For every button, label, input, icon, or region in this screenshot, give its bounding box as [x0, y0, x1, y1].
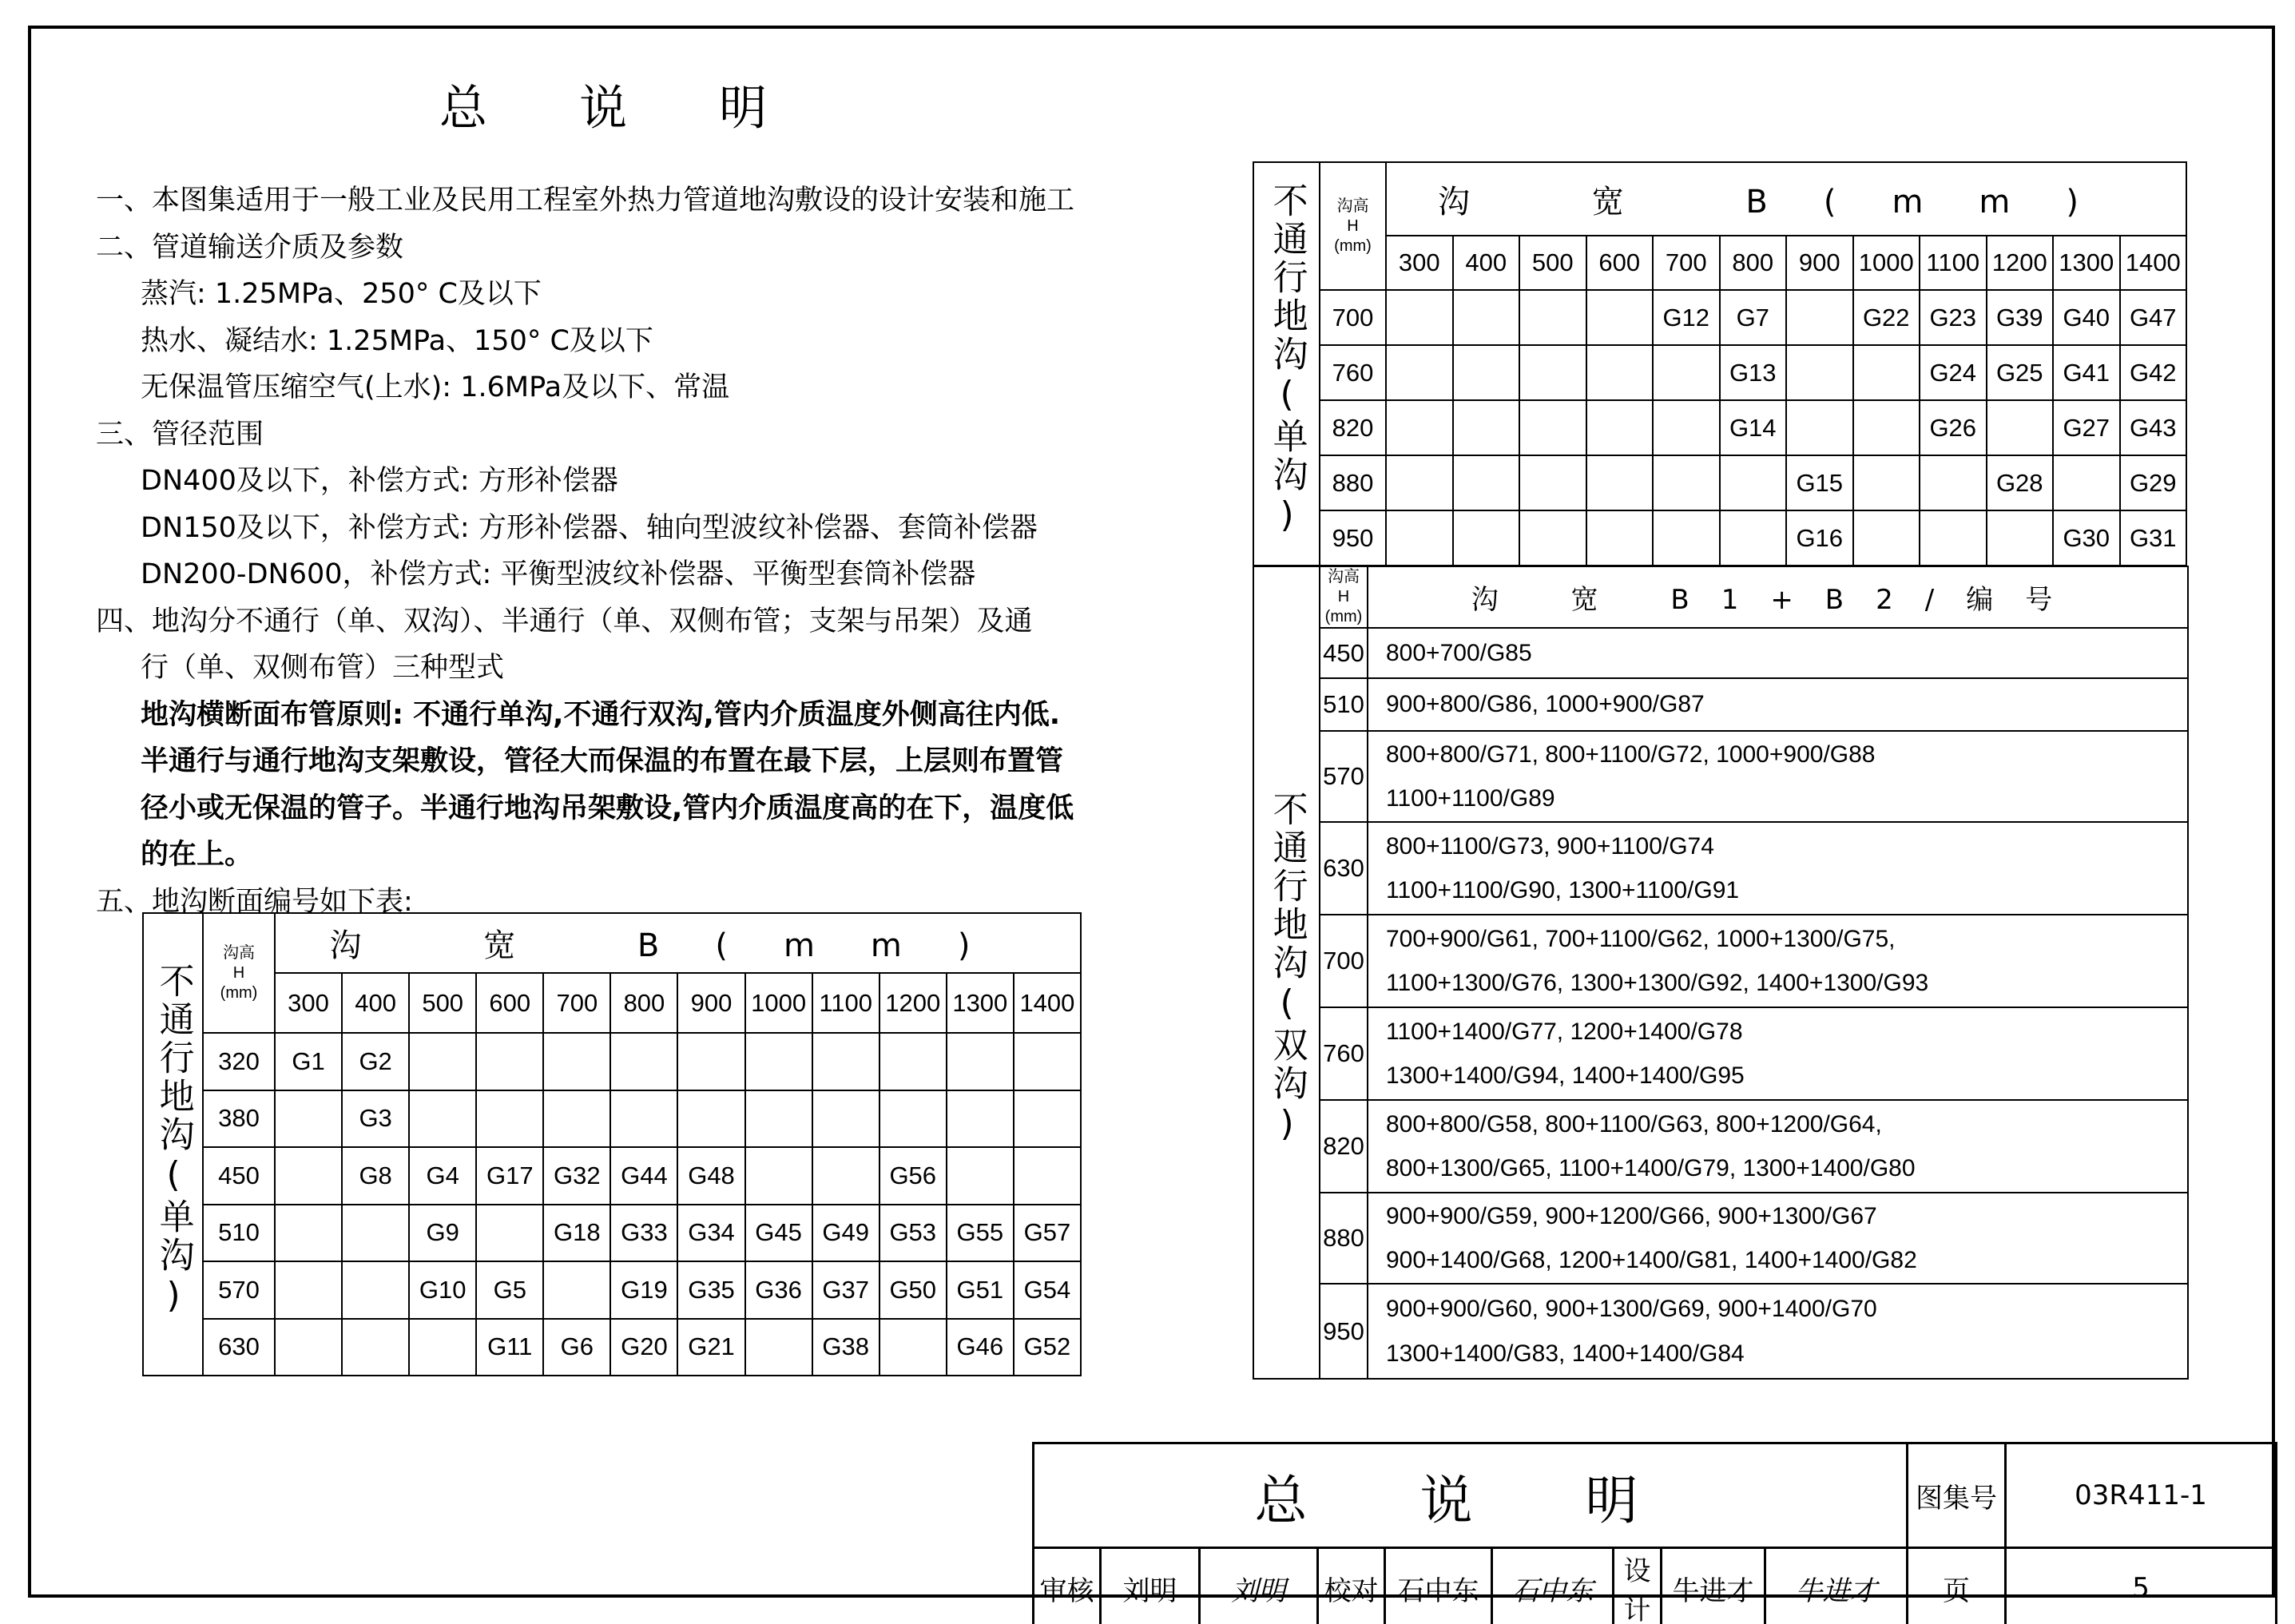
code-cell: G24: [1920, 345, 1987, 400]
code-cell: [1014, 1147, 1081, 1205]
code-cell: [1586, 400, 1654, 455]
width-header-cell: 800: [610, 973, 677, 1033]
checker-label: 校对: [1318, 1548, 1385, 1624]
code-cell: [409, 1319, 476, 1376]
table-row: [1253, 731, 2188, 822]
code-cell: [812, 1090, 879, 1148]
height-cell: 510: [203, 1205, 275, 1262]
reviewer-name: 刘明: [1101, 1548, 1200, 1624]
table-row: [1253, 400, 2186, 455]
height-cell: 570: [203, 1261, 275, 1319]
code-cell: [1386, 345, 1453, 400]
code-cell: [1720, 510, 1787, 566]
corner-header-text: (mm): [220, 983, 258, 1002]
table-row: [1253, 628, 2188, 678]
width-header-cell: 900: [677, 973, 744, 1033]
code-cell: [610, 1090, 677, 1148]
notes-body: [96, 177, 1102, 925]
code-cell: G46: [947, 1319, 1014, 1376]
code-cell: G23: [1920, 290, 1987, 345]
note-line: DN400及以下，补偿方式: 方形补偿器: [141, 465, 618, 497]
combo-cell: [1368, 628, 2188, 678]
table-row: [1253, 455, 2186, 510]
page-number: 5: [2006, 1548, 2277, 1624]
page-title: 总 说 明: [439, 81, 806, 137]
code-cell: G43: [2120, 400, 2187, 455]
page-label: 页: [1908, 1548, 2006, 1624]
code-cell: [1987, 400, 2054, 455]
note-line: 蒸汽: 1.25MPa、250° C及以下: [141, 278, 542, 310]
code-cell: G26: [1920, 400, 1987, 455]
combo-cell: [1368, 678, 2188, 731]
code-cell: G34: [677, 1205, 744, 1262]
note-line: DN200-DN600，补偿方式: 平衡型波纹补偿器、平衡型套筒补偿器: [141, 558, 976, 590]
width-header-cell: 800: [1720, 236, 1787, 290]
width-header-cell: 1100: [1920, 236, 1987, 290]
width-group-header: 沟 宽 B1+B2/编号: [1368, 566, 2188, 628]
code-cell: G9: [409, 1205, 476, 1262]
code-cell: [879, 1319, 947, 1376]
table-row: [143, 1147, 1081, 1205]
code-cell: G40: [2053, 290, 2120, 345]
table-row: [1253, 1007, 2188, 1100]
code-cell: G14: [1720, 400, 1787, 455]
code-cell: [275, 1147, 342, 1205]
combo-line: 800+800/G71, 800+1100/G72, 1000+900/G88: [1386, 741, 1876, 768]
code-cell: G7: [1720, 290, 1787, 345]
width-header-cell: 500: [1519, 236, 1586, 290]
width-header-cell: 600: [1586, 236, 1654, 290]
width-group-header: 沟 宽 B(mm): [1386, 162, 2186, 236]
table-row: [143, 1033, 1081, 1090]
code-cell: [812, 1147, 879, 1205]
width-header-cell: 1100: [812, 973, 879, 1033]
code-cell: [1920, 455, 1987, 510]
width-header-cell: 300: [1386, 236, 1453, 290]
note-line: 五、地沟断面编号如下表:: [96, 885, 413, 918]
code-cell: [409, 1033, 476, 1090]
code-cell: [1519, 400, 1586, 455]
code-cell: [1786, 345, 1853, 400]
code-cell: G8: [342, 1147, 409, 1205]
code-cell: [1014, 1090, 1081, 1148]
code-cell: [745, 1147, 812, 1205]
code-cell: [1853, 400, 1920, 455]
code-cell: [275, 1261, 342, 1319]
code-cell: [1519, 510, 1586, 566]
note-line: 二、管道输送介质及参数: [96, 231, 404, 264]
code-cell: [1586, 290, 1654, 345]
note-line: 一、本图集适用于一般工业及民用工程室外热力管道地沟敷设的设计安装和施工: [96, 185, 1075, 216]
combo-cell: [1368, 1193, 2188, 1284]
combo-line: 700+900/G61, 700+1100/G62, 1000+1300/G75,: [1386, 925, 1896, 952]
code-cell: [275, 1205, 342, 1262]
code-cell: [1453, 345, 1520, 400]
width-header-cell: 1000: [1853, 236, 1920, 290]
code-cell: [1386, 510, 1453, 566]
height-cell: 820: [1320, 400, 1386, 455]
code-cell: G30: [2053, 510, 2120, 566]
width-header-cell: 1400: [1014, 973, 1081, 1033]
code-cell: G53: [879, 1205, 947, 1262]
code-cell: G42: [2120, 345, 2187, 400]
code-cell: [1653, 455, 1720, 510]
code-cell: [1519, 455, 1586, 510]
code-cell: [1453, 510, 1520, 566]
corner-header-text: H: [1347, 216, 1359, 235]
combo-line: 1100+1100/G89: [1386, 785, 1555, 812]
table-side-label: [1253, 162, 1320, 566]
code-cell: G51: [947, 1261, 1014, 1319]
code-cell: [342, 1261, 409, 1319]
combo-cell: [1368, 915, 2188, 1007]
table-row: [143, 1261, 1081, 1319]
code-cell: G19: [610, 1261, 677, 1319]
code-cell: G10: [409, 1261, 476, 1319]
code-cell: G12: [1653, 290, 1720, 345]
code-cell: [1987, 510, 2054, 566]
code-cell: G2: [342, 1033, 409, 1090]
code-cell: G5: [476, 1261, 543, 1319]
reviewer-label: 审核: [1034, 1548, 1101, 1624]
code-cell: G47: [2120, 290, 2187, 345]
code-cell: [1653, 400, 1720, 455]
table-row: [1253, 510, 2186, 566]
combo-line: 900+900/G59, 900+1200/G66, 900+1300/G67: [1386, 1202, 1877, 1229]
code-cell: G18: [543, 1205, 610, 1262]
table-side-label-text: 不通行地沟(双沟): [1266, 790, 1308, 1147]
table-side-label: [143, 913, 203, 1376]
code-cell: G32: [543, 1147, 610, 1205]
width-header-cell: 1200: [1987, 236, 2054, 290]
code-cell: G1: [275, 1033, 342, 1090]
code-cell: [745, 1319, 812, 1376]
code-cell: G3: [342, 1090, 409, 1148]
note-line: 热水、凝结水: 1.25MPa、150° C及以下: [141, 324, 653, 357]
combo-line: 900+900/G60, 900+1300/G69, 900+1400/G70: [1386, 1296, 1877, 1322]
code-cell: [610, 1033, 677, 1090]
code-cell: G36: [745, 1261, 812, 1319]
code-cell: G22: [1853, 290, 1920, 345]
note-line: 行（单、双侧布管）三种型式: [141, 652, 505, 684]
designer-label: 设计: [1614, 1548, 1662, 1624]
code-cell: [1853, 345, 1920, 400]
code-cell: [543, 1261, 610, 1319]
code-cell: G49: [812, 1205, 879, 1262]
checker-name: 石中东: [1385, 1548, 1492, 1624]
note-line: 三、管径范围: [96, 418, 264, 451]
code-cell: [1586, 510, 1654, 566]
height-cell: 320: [203, 1033, 275, 1090]
atlas-label: 图集号: [1908, 1443, 2006, 1548]
combo-line: 900+1400/G68, 1200+1400/G81, 1400+1400/G82: [1386, 1247, 1917, 1273]
note-line: 半通行与通行地沟支架敷设，管径大而保温的布置在最下层，上层则布置管: [141, 745, 1064, 777]
width-header-cell: 600: [476, 973, 543, 1033]
height-cell: 820: [1320, 1100, 1368, 1193]
code-cell: [1586, 455, 1654, 510]
code-cell: G21: [677, 1319, 744, 1376]
code-cell: [1786, 290, 1853, 345]
note-line: 无保温管压缩空气(上水): 1.6MPa及以下、常温: [141, 371, 730, 403]
height-cell: 880: [1320, 455, 1386, 510]
code-cell: G4: [409, 1147, 476, 1205]
code-cell: G48: [677, 1147, 744, 1205]
table-single-trench-low: [142, 912, 1082, 1376]
combo-line: 900+800/G86, 1000+900/G87: [1386, 691, 1705, 718]
code-cell: G45: [745, 1205, 812, 1262]
width-header-cell: 900: [1786, 236, 1853, 290]
width-header-cell: 700: [543, 973, 610, 1033]
code-cell: [476, 1090, 543, 1148]
table-double-trench: [1253, 566, 2189, 1380]
height-cell: 510: [1320, 678, 1368, 731]
code-cell: [342, 1205, 409, 1262]
combo-line: 800+1100/G73, 900+1100/G74: [1386, 832, 1714, 860]
code-cell: [1653, 510, 1720, 566]
corner-header: [203, 913, 275, 1033]
width-header-cell: 400: [1453, 236, 1520, 290]
width-header-cell: 300: [275, 973, 342, 1033]
height-cell: 700: [1320, 915, 1368, 1007]
code-cell: G35: [677, 1261, 744, 1319]
height-cell: 630: [203, 1319, 275, 1376]
code-cell: [677, 1033, 744, 1090]
code-cell: G56: [879, 1147, 947, 1205]
code-cell: [947, 1033, 1014, 1090]
code-cell: G37: [812, 1261, 879, 1319]
code-cell: [342, 1319, 409, 1376]
code-cell: G28: [1987, 455, 2054, 510]
corner-header: 沟高 H (mm): [1320, 566, 1368, 628]
height-cell: 570: [1320, 731, 1368, 822]
code-cell: G11: [476, 1319, 543, 1376]
table-row: [1253, 915, 2188, 1007]
designer-signature: 牛进才: [1765, 1548, 1908, 1624]
width-header-cell: 1300: [947, 973, 1014, 1033]
corner-header-text: (mm): [1334, 236, 1372, 255]
title-block-title: 总 说 明: [1034, 1443, 1908, 1548]
code-cell: [879, 1090, 947, 1148]
designer-name: 牛进才: [1662, 1548, 1765, 1624]
width-header-cell: 400: [342, 973, 409, 1033]
combo-line: 800+800/G58, 800+1100/G63, 800+1200/G64,: [1386, 1110, 1882, 1138]
note-line: 四、地沟分不通行（单、双沟）、半通行（单、双侧布管；支架与吊架）及通: [96, 605, 1033, 637]
code-cell: G55: [947, 1205, 1014, 1262]
width-group-header: 沟 宽 B(mm): [275, 913, 1081, 973]
combo-cell: [1368, 1100, 2188, 1193]
height-cell: 760: [1320, 1007, 1368, 1100]
table-row: [1253, 1193, 2188, 1284]
code-cell: [1586, 345, 1654, 400]
code-cell: [745, 1033, 812, 1090]
code-cell: G29: [2120, 455, 2187, 510]
code-cell: [1453, 290, 1520, 345]
width-header-cell: 1300: [2053, 236, 2120, 290]
table-row: [143, 1205, 1081, 1262]
combo-cell: [1368, 822, 2188, 915]
code-cell: G25: [1987, 345, 2054, 400]
width-header-cell: 700: [1653, 236, 1720, 290]
note-line: DN150及以下，补偿方式: 方形补偿器、轴向型波纹补偿器、套筒补偿器: [141, 511, 1038, 544]
combo-cell: [1368, 1284, 2188, 1379]
height-cell: 950: [1320, 1284, 1368, 1379]
table-row: [1253, 345, 2186, 400]
code-cell: G16: [1786, 510, 1853, 566]
code-cell: [543, 1033, 610, 1090]
table-row: [143, 1090, 1081, 1148]
width-header-cell: 1400: [2120, 236, 2187, 290]
code-cell: [1519, 345, 1586, 400]
height-cell: 760: [1320, 345, 1386, 400]
code-cell: [476, 1033, 543, 1090]
code-cell: G20: [610, 1319, 677, 1376]
combo-line: 1100+1400/G77, 1200+1400/G78: [1386, 1018, 1743, 1045]
table-row: [1253, 1284, 2188, 1379]
checker-signature: 石中东: [1492, 1548, 1614, 1624]
combo-line: 1100+1300/G76, 1300+1300/G92, 1400+1300/G93: [1386, 970, 1929, 996]
table-single-trench-high: [1253, 161, 2187, 566]
code-cell: [947, 1090, 1014, 1148]
combo-line: 1300+1400/G83, 1400+1400/G84: [1386, 1340, 1745, 1367]
code-cell: G27: [2053, 400, 2120, 455]
code-cell: [1786, 400, 1853, 455]
code-cell: [1853, 510, 1920, 566]
note-line: 径小或无保温的管子。半通行地沟吊架敷设,管内介质温度高的在下，温度低: [141, 792, 1074, 824]
code-cell: G31: [2120, 510, 2187, 566]
code-cell: [677, 1090, 744, 1148]
atlas-number: 03R411-1: [2006, 1443, 2277, 1548]
code-cell: G39: [1987, 290, 2054, 345]
width-header-cell: 500: [409, 973, 476, 1033]
code-cell: G44: [610, 1147, 677, 1205]
code-cell: [275, 1319, 342, 1376]
width-header-cell: 1200: [879, 973, 947, 1033]
code-cell: [409, 1090, 476, 1148]
code-cell: [543, 1090, 610, 1148]
combo-line: 1100+1100/G90, 1300+1100/G91: [1386, 877, 1740, 903]
code-cell: [812, 1033, 879, 1090]
code-cell: G38: [812, 1319, 879, 1376]
height-cell: 950: [1320, 510, 1386, 566]
code-cell: [745, 1090, 812, 1148]
table-side-label-text: 不通行地沟(单沟): [1266, 181, 1308, 538]
code-cell: [1920, 510, 1987, 566]
code-cell: [275, 1090, 342, 1148]
reviewer-signature: 刘明: [1200, 1548, 1318, 1624]
title-block: [1032, 1442, 2277, 1624]
combo-line: 800+1300/G65, 1100+1400/G79, 1300+1400/G80: [1386, 1155, 1916, 1181]
code-cell: [2053, 455, 2120, 510]
code-cell: [1386, 400, 1453, 455]
combo-line: 800+700/G85: [1386, 639, 1532, 666]
corner-header-text: 沟高: [223, 943, 255, 962]
code-cell: G52: [1014, 1319, 1081, 1376]
code-cell: [1386, 455, 1453, 510]
code-cell: G15: [1786, 455, 1853, 510]
code-cell: [1453, 455, 1520, 510]
note-line: 地沟横断面布管原则: 不通行单沟,不通行双沟,管内介质温度外侧高往内低.: [141, 698, 1061, 731]
code-cell: [1653, 345, 1720, 400]
code-cell: G54: [1014, 1261, 1081, 1319]
code-cell: G50: [879, 1261, 947, 1319]
code-cell: [1386, 290, 1453, 345]
corner-header-text: H: [232, 963, 245, 982]
table-row: [143, 1319, 1081, 1376]
code-cell: G57: [1014, 1205, 1081, 1262]
code-cell: G41: [2053, 345, 2120, 400]
table-row: [1253, 290, 2186, 345]
code-cell: [476, 1205, 543, 1262]
code-cell: G13: [1720, 345, 1787, 400]
code-cell: [1519, 290, 1586, 345]
code-cell: G33: [610, 1205, 677, 1262]
table-side-label-text: 不通行地沟(单沟): [153, 962, 194, 1319]
code-cell: [879, 1033, 947, 1090]
code-cell: [947, 1147, 1014, 1205]
height-cell: 380: [203, 1090, 275, 1148]
code-cell: [1453, 400, 1520, 455]
table-row: [1253, 1100, 2188, 1193]
table-row: [1253, 678, 2188, 731]
code-cell: [1720, 455, 1787, 510]
code-cell: G17: [476, 1147, 543, 1205]
height-cell: 630: [1320, 822, 1368, 915]
combo-cell: [1368, 731, 2188, 822]
height-cell: 880: [1320, 1193, 1368, 1284]
table-row: [1253, 822, 2188, 915]
combo-line: 1300+1400/G94, 1400+1400/G95: [1386, 1062, 1745, 1089]
note-line: 的在上。: [141, 839, 253, 871]
code-cell: [1014, 1033, 1081, 1090]
table-side-label: [1253, 566, 1320, 1379]
height-cell: 450: [203, 1147, 275, 1205]
code-cell: [1853, 455, 1920, 510]
combo-cell: [1368, 1007, 2188, 1100]
height-cell: 700: [1320, 290, 1386, 345]
corner-header: [1320, 162, 1386, 290]
height-cell: 450: [1320, 628, 1368, 678]
corner-header-text: 沟高: [1336, 197, 1369, 215]
code-cell: G6: [543, 1319, 610, 1376]
width-header-cell: 1000: [745, 973, 812, 1033]
